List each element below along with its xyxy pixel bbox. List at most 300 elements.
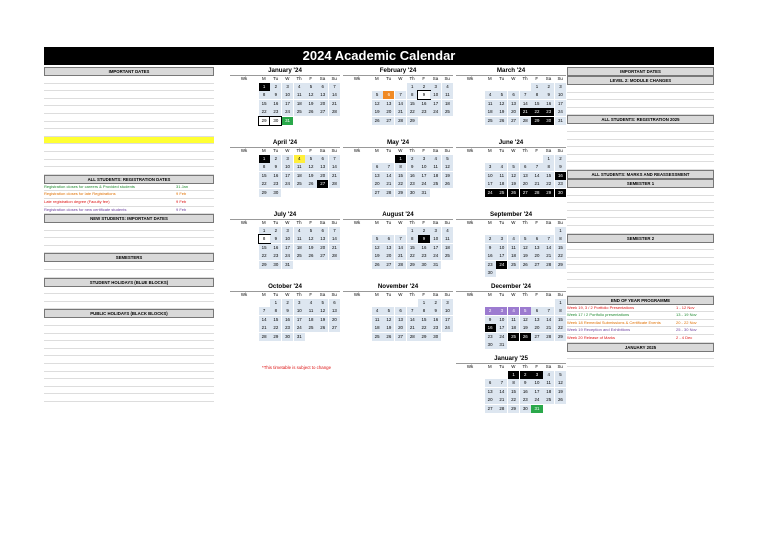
left-info-date	[176, 318, 214, 325]
left-info-label	[44, 326, 176, 333]
weekday-label: Tu	[273, 292, 279, 297]
day-cell: 22	[555, 324, 566, 332]
day-cell: 12	[372, 100, 383, 108]
week-row	[343, 83, 453, 91]
day-cell	[383, 155, 394, 163]
day-cell: 19	[305, 100, 316, 108]
weekday-label: Sa	[319, 220, 326, 225]
left-info-date	[176, 341, 214, 348]
left-info-label	[44, 318, 176, 325]
day-cell: 8	[259, 91, 270, 99]
left-section-heading: STUDENT HOLIDAYS (BLUE BLOCKS)	[44, 278, 214, 287]
left-info-row	[44, 137, 214, 145]
day-cell: 27	[395, 333, 406, 341]
day-cell: 6	[383, 91, 394, 99]
weekday-label: Su	[331, 76, 337, 81]
day-cell: 21	[259, 324, 270, 332]
day-cell: 29	[418, 333, 429, 341]
day-cell: 29	[531, 117, 542, 125]
month-title: May '24	[343, 139, 453, 148]
day-cell: 20	[520, 180, 531, 188]
day-cell: 16	[270, 244, 281, 252]
day-cell: 18	[294, 244, 305, 252]
right-info-date	[676, 352, 714, 359]
right-info-row	[567, 124, 714, 132]
weekday-header	[230, 292, 340, 298]
day-cell: 13	[372, 172, 383, 180]
day-cell: 4	[294, 83, 305, 91]
weekday-label: W	[285, 220, 290, 225]
day-cell: 6	[531, 307, 542, 315]
day-cell: 21	[543, 252, 554, 260]
week-row	[343, 324, 453, 332]
day-cell	[305, 189, 316, 197]
day-cell: 9	[418, 91, 429, 99]
week-label-header: Wk	[240, 148, 248, 153]
day-cell: 18	[442, 100, 453, 108]
week-label	[230, 180, 258, 188]
left-info-row	[44, 364, 214, 372]
week-label	[230, 244, 258, 252]
weekday-header	[456, 220, 566, 226]
day-cell: 29	[270, 333, 281, 341]
week-label-header: Wk	[466, 148, 474, 153]
day-cell	[496, 269, 507, 277]
month-title: April '24	[230, 139, 340, 148]
left-info-row	[44, 106, 214, 114]
day-cell: 8	[508, 379, 519, 387]
right-info-date	[676, 188, 714, 195]
week-label	[343, 83, 371, 91]
day-cell: 4	[496, 163, 507, 171]
week-row	[456, 108, 566, 116]
day-cell: 13	[485, 388, 496, 396]
weekday-label: W	[285, 148, 290, 153]
day-cell: 31	[294, 333, 305, 341]
weekday-label: Th	[296, 292, 302, 297]
right-info-label	[567, 226, 676, 233]
day-cell: 10	[496, 316, 507, 324]
day-cell: 6	[317, 83, 328, 91]
day-cell: 5	[305, 155, 316, 163]
week-label-header: Wk	[240, 220, 248, 225]
left-info-date	[176, 160, 214, 167]
week-row	[456, 261, 566, 269]
day-cell: 26	[305, 108, 316, 116]
month-title: January '25	[456, 355, 566, 364]
day-cell: 1	[270, 299, 281, 307]
day-cell	[485, 155, 496, 163]
day-cell: 6	[372, 163, 383, 171]
day-cell: 19	[372, 108, 383, 116]
week-label-header: Wk	[466, 220, 474, 225]
day-cell: 1	[259, 83, 270, 91]
weekday-label: F	[535, 148, 539, 153]
day-cell: 1	[418, 299, 429, 307]
day-cell	[383, 227, 394, 235]
week-row	[230, 235, 340, 243]
weekday-header	[343, 220, 453, 226]
week-row	[456, 83, 566, 91]
day-cell: 5	[305, 83, 316, 91]
day-cell: 14	[496, 388, 507, 396]
weekday-label: Tu	[386, 292, 392, 297]
day-cell: 4	[305, 299, 316, 307]
day-cell: 20	[531, 324, 542, 332]
week-label	[230, 189, 258, 197]
weekday-label: W	[398, 220, 403, 225]
calendar-sheet	[44, 47, 714, 507]
left-info-date	[176, 122, 214, 129]
day-cell: 4	[508, 235, 519, 243]
day-cell: 8	[395, 163, 406, 171]
day-cell: 24	[485, 189, 496, 197]
day-cell: 24	[282, 108, 293, 116]
day-cell: 25	[305, 324, 316, 332]
month-calendar	[456, 139, 566, 197]
left-info-row	[44, 270, 214, 278]
left-info-row	[44, 184, 214, 192]
left-info-row	[44, 262, 214, 270]
day-cell: 28	[543, 261, 554, 269]
week-label	[456, 163, 484, 171]
week-label	[456, 108, 484, 116]
day-cell: 31	[282, 261, 293, 269]
week-row	[456, 316, 566, 324]
month-calendar	[456, 211, 566, 277]
right-info-label	[567, 352, 676, 359]
right-info-date	[676, 93, 714, 100]
right-info-label	[567, 108, 676, 115]
day-cell: 22	[407, 252, 418, 260]
day-cell: 5	[317, 299, 328, 307]
day-cell: 29	[407, 117, 418, 125]
left-info-date	[176, 129, 214, 136]
day-cell: 15	[259, 172, 270, 180]
day-cell: 22	[508, 396, 519, 404]
right-info-row	[567, 288, 714, 296]
left-info-row	[44, 122, 214, 130]
day-cell: 2	[555, 155, 566, 163]
left-info-row	[44, 341, 214, 349]
left-info-row	[44, 152, 214, 160]
day-cell: 23	[418, 252, 429, 260]
day-cell: 8	[555, 307, 566, 315]
week-row	[456, 91, 566, 99]
day-cell: 24	[282, 252, 293, 260]
day-cell: 15	[555, 244, 566, 252]
weekday-label: F	[535, 364, 539, 369]
weekday-label: Sa	[319, 148, 326, 153]
right-info-label	[567, 359, 676, 366]
day-cell: 1	[395, 155, 406, 163]
day-cell: 9	[555, 163, 566, 171]
day-cell: 28	[531, 189, 542, 197]
day-cell: 2	[407, 155, 418, 163]
week-label	[343, 299, 371, 307]
weekday-label: Sa	[545, 148, 552, 153]
day-cell: 29	[259, 189, 270, 197]
day-cell: 8	[259, 235, 270, 243]
week-row	[456, 117, 566, 125]
right-info-row	[567, 108, 714, 116]
weekday-label: W	[398, 148, 403, 153]
day-cell: 24	[496, 261, 507, 269]
day-cell: 26	[496, 117, 507, 125]
day-cell: 10	[531, 379, 542, 387]
day-cell: 10	[442, 307, 453, 315]
day-cell: 7	[395, 91, 406, 99]
week-label	[230, 155, 258, 163]
day-cell: 1	[407, 83, 418, 91]
right-section-heading: END OF YEAR PROGRAMME	[567, 296, 714, 305]
week-row	[230, 299, 340, 307]
day-cell	[317, 189, 328, 197]
week-row	[230, 261, 340, 269]
left-info-label	[44, 270, 176, 277]
day-cell: 18	[294, 100, 305, 108]
month-title: February '24	[343, 67, 453, 76]
day-cell: 3	[496, 307, 507, 315]
day-cell: 23	[520, 396, 531, 404]
right-info-row	[567, 312, 714, 320]
week-row	[230, 316, 340, 324]
day-cell: 6	[329, 299, 340, 307]
day-cell: 29	[508, 405, 519, 413]
left-info-date	[176, 231, 214, 238]
right-info-label	[567, 280, 676, 287]
weekday-header	[230, 76, 340, 82]
day-cell: 12	[305, 235, 316, 243]
day-cell: 2	[270, 155, 281, 163]
day-cell	[531, 341, 542, 349]
left-info-row	[44, 223, 214, 231]
month-calendar	[230, 211, 340, 269]
day-cell: 18	[430, 172, 441, 180]
day-cell: 16	[270, 172, 281, 180]
month-calendar	[456, 355, 566, 413]
weekday-header	[456, 76, 566, 82]
week-row	[230, 307, 340, 315]
month-calendar	[343, 283, 453, 341]
weekday-label: Sa	[545, 292, 552, 297]
left-info-label	[44, 349, 176, 356]
day-cell: 3	[496, 235, 507, 243]
weekday-label: Tu	[273, 148, 279, 153]
day-cell	[520, 269, 531, 277]
right-info-panel	[567, 67, 714, 367]
day-cell: 17	[555, 100, 566, 108]
left-info-label	[44, 84, 176, 91]
month-calendar	[456, 283, 566, 349]
week-row	[343, 100, 453, 108]
day-cell: 14	[259, 316, 270, 324]
week-label	[343, 163, 371, 171]
left-info-row	[44, 394, 214, 402]
week-label	[230, 172, 258, 180]
day-cell: 16	[282, 316, 293, 324]
day-cell: 24	[418, 180, 429, 188]
day-cell: 2	[270, 227, 281, 235]
weekday-label: M	[375, 220, 379, 225]
left-info-row	[44, 387, 214, 395]
week-label	[343, 244, 371, 252]
day-cell	[383, 299, 394, 307]
week-row	[230, 189, 340, 197]
day-cell: 10	[282, 235, 293, 243]
left-info-date	[176, 114, 214, 121]
left-info-label	[44, 106, 176, 113]
left-info-row	[44, 238, 214, 246]
day-cell: 5	[383, 307, 394, 315]
day-cell: 21	[395, 252, 406, 260]
day-cell: 30	[270, 261, 281, 269]
weekday-header	[456, 148, 566, 154]
day-cell	[294, 261, 305, 269]
week-label	[456, 244, 484, 252]
day-cell: 14	[543, 244, 554, 252]
weekday-label: Sa	[432, 148, 439, 153]
right-info-row	[567, 359, 714, 367]
day-cell: 5	[305, 227, 316, 235]
day-cell: 12	[508, 172, 519, 180]
day-cell: 31	[418, 189, 429, 197]
day-cell: 27	[317, 252, 328, 260]
day-cell: 22	[259, 252, 270, 260]
week-row	[230, 172, 340, 180]
day-cell: 28	[520, 117, 531, 125]
left-info-label	[44, 167, 176, 174]
day-cell: 30	[282, 333, 293, 341]
day-cell: 13	[383, 100, 394, 108]
weekday-label: Tu	[499, 364, 505, 369]
day-cell: 17	[496, 252, 507, 260]
right-info-date	[676, 140, 714, 147]
day-cell	[305, 333, 316, 341]
weekday-label: W	[511, 220, 516, 225]
day-cell: 2	[485, 235, 496, 243]
day-cell	[496, 155, 507, 163]
day-cell	[520, 299, 531, 307]
right-info-row	[567, 196, 714, 204]
day-cell: 26	[383, 333, 394, 341]
day-cell: 30	[270, 117, 281, 125]
day-cell: 30	[418, 261, 429, 269]
right-info-date	[676, 288, 714, 295]
day-cell: 11	[305, 307, 316, 315]
right-info-label: Week 19 Reception and Exhibitions	[567, 327, 631, 333]
week-label	[343, 108, 371, 116]
day-cell: 11	[294, 91, 305, 99]
day-cell	[520, 83, 531, 91]
day-cell: 11	[508, 316, 519, 324]
day-cell: 7	[395, 235, 406, 243]
day-cell: 14	[383, 172, 394, 180]
left-info-row	[44, 349, 214, 357]
day-cell: 10	[418, 163, 429, 171]
right-info-date	[676, 147, 714, 154]
left-info-row	[44, 356, 214, 364]
day-cell: 20	[531, 252, 542, 260]
day-cell: 25	[294, 108, 305, 116]
left-info-label	[44, 91, 176, 98]
day-cell: 3	[555, 83, 566, 91]
weekday-header	[230, 148, 340, 154]
day-cell: 23	[430, 324, 441, 332]
day-cell: 30	[270, 189, 281, 197]
weekday-label: Tu	[386, 148, 392, 153]
day-cell: 4	[294, 155, 305, 163]
weekday-label: M	[375, 292, 379, 297]
left-info-date	[176, 349, 214, 356]
day-cell	[543, 227, 554, 235]
day-cell: 15	[418, 316, 429, 324]
weekday-label: W	[511, 292, 516, 297]
day-cell: 16	[543, 100, 554, 108]
right-info-date	[676, 359, 714, 366]
day-cell: 14	[395, 100, 406, 108]
week-row	[456, 269, 566, 277]
day-cell: 7	[329, 227, 340, 235]
day-cell	[496, 83, 507, 91]
left-info-label: Registration closes for careers & Provided students	[44, 183, 135, 189]
day-cell: 9	[485, 244, 496, 252]
month-title: September '24	[456, 211, 566, 220]
day-cell: 5	[372, 235, 383, 243]
day-cell: 25	[508, 333, 519, 341]
right-info-row	[567, 211, 714, 219]
left-info-row	[44, 287, 214, 295]
week-row	[343, 227, 453, 235]
day-cell	[294, 189, 305, 197]
left-info-date	[176, 302, 214, 309]
week-row	[230, 244, 340, 252]
weekday-label: Th	[522, 76, 528, 81]
day-cell: 14	[520, 100, 531, 108]
day-cell: 15	[259, 244, 270, 252]
day-cell: 12	[520, 244, 531, 252]
week-row	[343, 261, 453, 269]
day-cell: 3	[282, 227, 293, 235]
day-cell: 11	[496, 172, 507, 180]
day-cell: 24	[555, 108, 566, 116]
week-label	[456, 100, 484, 108]
day-cell: 19	[305, 244, 316, 252]
left-info-label	[44, 114, 176, 121]
day-cell: 28	[543, 333, 554, 341]
left-info-date	[176, 144, 214, 151]
day-cell: 23	[270, 108, 281, 116]
day-cell: 6	[383, 235, 394, 243]
day-cell	[329, 333, 340, 341]
day-cell: 7	[383, 163, 394, 171]
week-label	[456, 324, 484, 332]
weekday-label: Tu	[499, 292, 505, 297]
left-info-label	[44, 122, 176, 129]
weekday-label: Th	[522, 292, 528, 297]
week-label	[230, 163, 258, 171]
day-cell: 4	[294, 227, 305, 235]
weekday-label: M	[262, 148, 266, 153]
day-cell	[485, 227, 496, 235]
weekday-label: Th	[296, 220, 302, 225]
right-info-row	[567, 93, 714, 101]
day-cell: 9	[418, 235, 429, 243]
day-cell	[543, 341, 554, 349]
weekday-label: F	[535, 292, 539, 297]
right-info-label	[567, 85, 676, 92]
right-info-date	[676, 226, 714, 233]
